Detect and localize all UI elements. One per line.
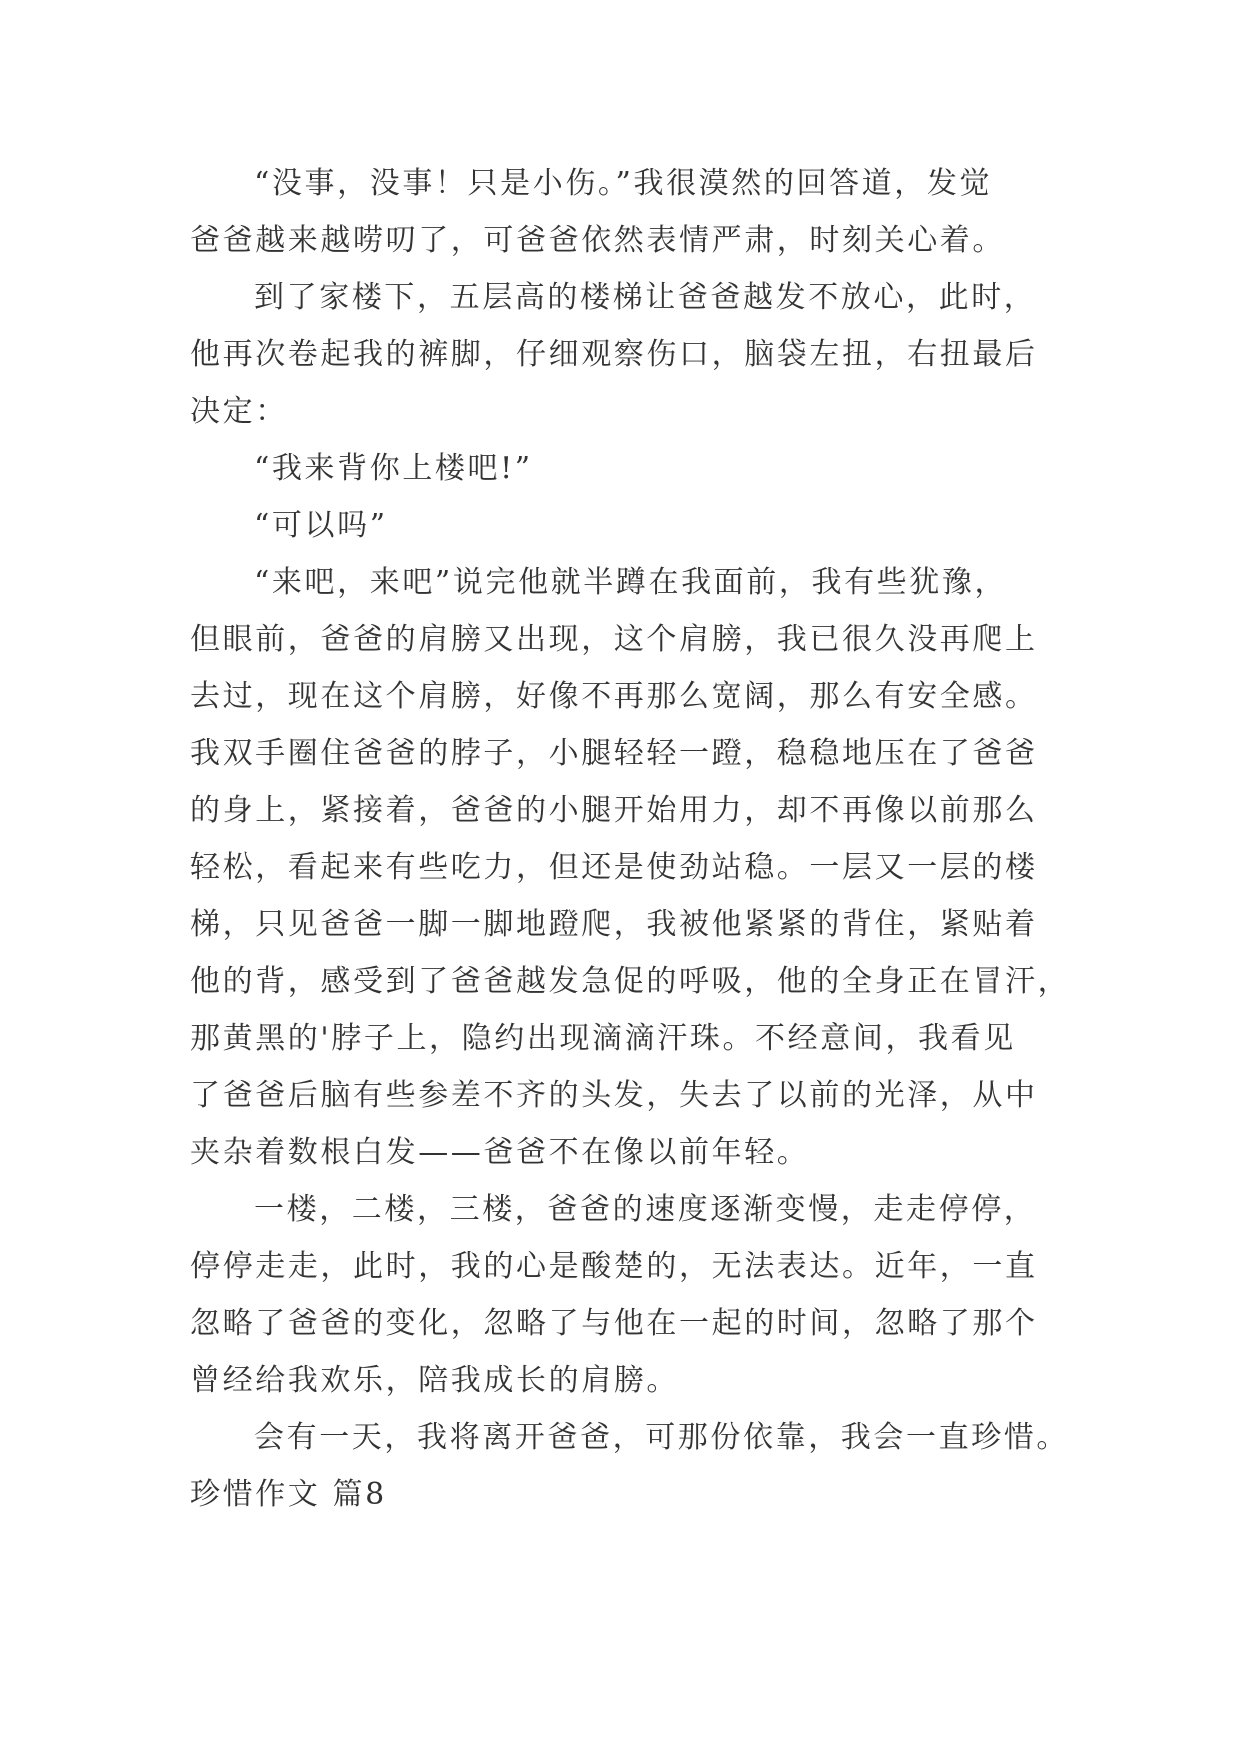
text-line: 那黄黑的'脖子上，隐约出现滴滴汗珠。不经意间，我看见 [190, 1021, 1016, 1056]
text-line: 他再次卷起我的裤脚，仔细观察伤口，脑袋左扭，右扭最后 [190, 337, 1038, 372]
text-line: 去过，现在这个肩膀，好像不再那么宽阔，那么有安全感。 [190, 679, 1038, 714]
text-line: 但眼前，爸爸的肩膀又出现，这个肩膀，我已很久没再爬上 [190, 622, 1038, 657]
text-line: “我来背你上楼吧!” [254, 451, 533, 486]
text-line: “没事，没事！只是小伤。”我很漠然的回答道，发觉 [254, 166, 993, 201]
section-heading: 珍惜作文 篇8 [190, 1477, 387, 1512]
document-page [190, 155, 1070, 1523]
text-line: 一楼，二楼，三楼，爸爸的速度逐渐变慢，走走停停， [254, 1192, 1037, 1227]
text-line: 曾经给我欢乐，陪我成长的肩膀。 [190, 1363, 679, 1398]
text-line: 停停走走，此时，我的心是酸楚的，无法表达。近年，一直 [190, 1249, 1038, 1284]
text-line: 决定： [190, 394, 288, 429]
text-line: 爸爸越来越唠叨了，可爸爸依然表情严肃，时刻关心着。 [190, 223, 1005, 258]
text-line: 到了家楼下，五层高的楼梯让爸爸越发不放心，此时， [254, 280, 1037, 315]
text-line: 的身上，紧接着，爸爸的小腿开始用力，却不再像以前那么 [190, 793, 1038, 828]
text-line: 了爸爸后脑有些参差不齐的头发，失去了以前的光泽，从中 [190, 1078, 1038, 1113]
text-line: 我双手圈住爸爸的脖子，小腿轻轻一蹬，稳稳地压在了爸爸 [190, 736, 1038, 771]
text-line: “可以吗” [254, 508, 388, 543]
text-line: 轻松，看起来有些吃力，但还是使劲站稳。一层又一层的楼 [190, 850, 1038, 885]
text-line: 他的背，感受到了爸爸越发急促的呼吸，他的全身正在冒汗， [190, 964, 1071, 999]
text-line: 忽略了爸爸的变化，忽略了与他在一起的时间，忽略了那个 [190, 1306, 1038, 1341]
text-line: 夹杂着数根白发——爸爸不在像以前年轻。 [190, 1135, 810, 1170]
text-line: 会有一天，我将离开爸爸，可那份依靠，我会一直珍惜。 [254, 1420, 1069, 1455]
text-line: 梯，只见爸爸一脚一脚地蹬爬，我被他紧紧的背住，紧贴着 [190, 907, 1038, 942]
text-line: “来吧，来吧”说完他就半蹲在我面前，我有些犹豫， [254, 565, 1008, 600]
